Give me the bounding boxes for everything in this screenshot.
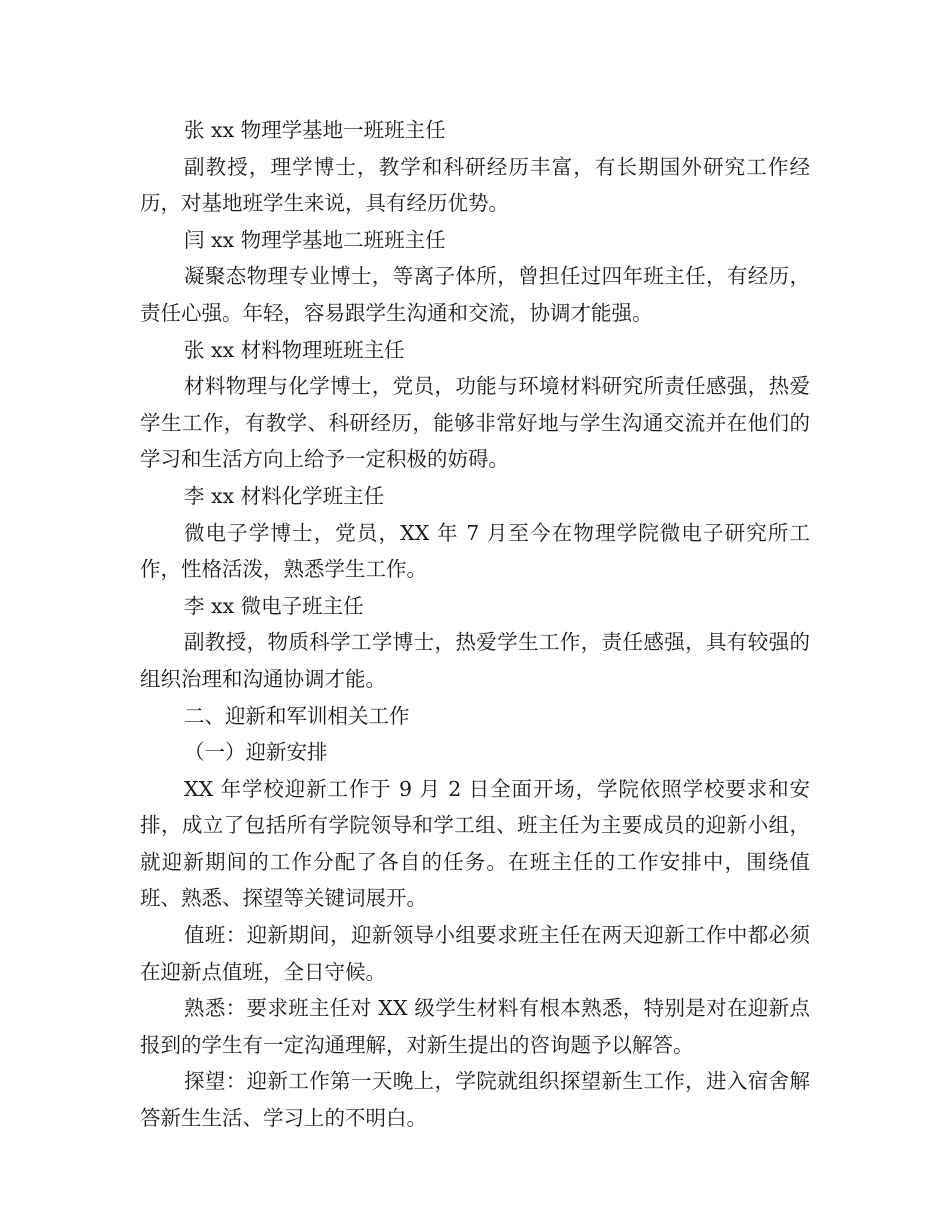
desc-teacher-zhang-materials-physics: 材料物理与化学博士，党员，功能与环境材料研究所责任感强，热爱学生工作，有教学、科研经历，能够非常好地与学生沟通交流并在他们的学习和生活方向上给予一定积极的妨碍。 xyxy=(140,374,810,472)
para-duty: 值班：迎新期间，迎新领导小组要求班主任在两天迎新工作中都必须在迎新点值班，全日守候。 xyxy=(140,923,810,984)
document-body xyxy=(140,112,810,1137)
subsection-heading-orientation: （一）迎新安排 xyxy=(184,740,328,765)
para-familiarize: 熟悉：要求班主任对 XX 级学生材料有根本熟悉，特别是对在迎新点报到的学生有一定沟通理解，对新生提出的咨询题予以解答。 xyxy=(140,996,810,1057)
heading-teacher-yan-physics-2: 闫 xx 物理学基地二班班主任 xyxy=(184,227,446,252)
desc-teacher-li-microelectronics: 副教授，物质科学工学博士，热爱学生工作，责任感强，具有较强的组织治理和沟通协调才能。 xyxy=(140,630,810,691)
heading-teacher-li-microelectronics: 李 xx 微电子班主任 xyxy=(184,593,364,618)
para-orientation-overview: XX 年学校迎新工作于 9 月 2 日全面开场，学院依照学校要求和安排，成立了包括所有学院领导和学工组、班主任为主要成员的迎新小组，就迎新期间的工作分配了各自的任务。在班主任的工作安排中，围绕值班、熟悉、探望等关键词展开。 xyxy=(140,776,810,911)
heading-teacher-li-materials-chemistry: 李 xx 材料化学班主任 xyxy=(184,483,385,508)
heading-teacher-zhang-physics-1: 张 xx 物理学基地一班班主任 xyxy=(184,118,446,142)
desc-teacher-yan-physics-2: 凝聚态物理专业博士，等离子体所，曾担任过四年班主任，有经历，责任心强。年轻，容易跟学生沟通和交流，协调才能强。 xyxy=(140,264,810,325)
desc-teacher-zhang-physics-1: 副教授，理学博士，教学和科研经历丰富，有长期国外研究工作经历，对基地班学生来说，具有经历优势。 xyxy=(140,154,810,216)
desc-teacher-li-materials-chemistry: 微电子学博士，党员，XX 年 7 月至今在物理学院微电子研究所工作，性格活泼，熟悉学生工作。 xyxy=(140,520,810,582)
heading-teacher-zhang-materials-physics: 张 xx 材料物理班班主任 xyxy=(184,337,405,362)
section-heading-orientation-military: 二、迎新和军训相关工作 xyxy=(184,703,410,728)
para-visit: 探望：迎新工作第一天晚上，学院就组织探望新生工作，进入宿舍解答新生生活、学习上的不明白。 xyxy=(140,1069,810,1131)
